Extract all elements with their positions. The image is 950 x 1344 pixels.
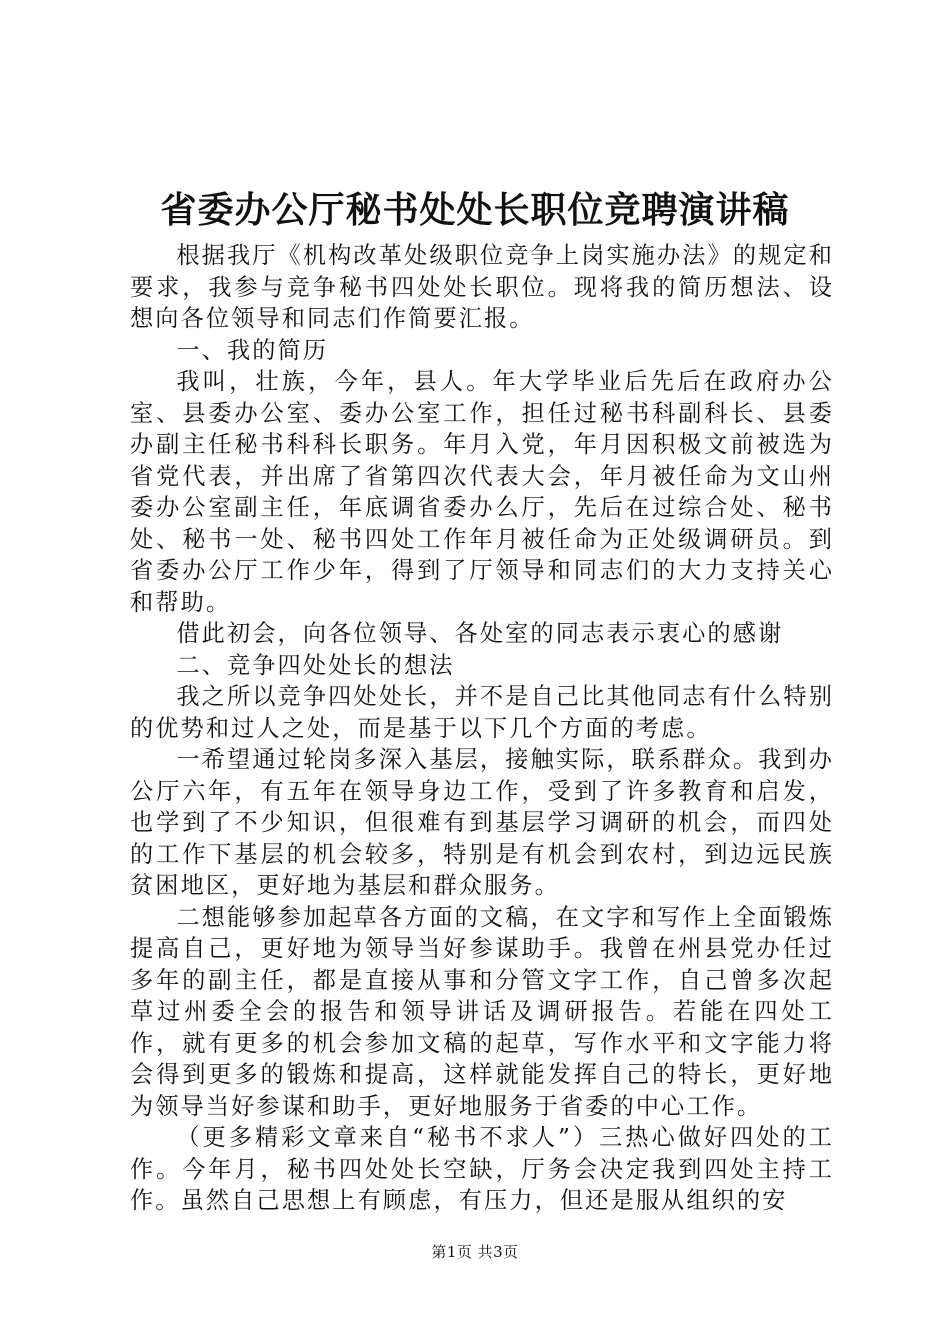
paragraph-resume: 我叫，壮族，今年，县人。年大学毕业后先后在政府办公室、县委办公室、委办公室工作，担任过秘书科副科长、县委办副主任秘书科科长职务。年月入党，年月因积极文前被选为省党代表，并出席了省第四次代表大会，年月被任命为文山州委办公室副主任，年底调省委办么厅，先后在过综合处、秘书处、秘书一处、秘书四处工作年月被任命为正处级调研员。到省委办公厅工作少年，得到了厅领导和同志们的大力支持关心和帮助。	[130, 368, 834, 616]
section-heading-resume: 一、我的简历	[176, 336, 329, 364]
document-title: 省委办公厅秘书处处长职位竞聘演讲稿	[160, 189, 790, 231]
paragraph-point-one: 一希望通过轮岗多深入基层，接触实际，联系群众。我到办公厅六年，有五年在领导身边工作，受到了许多教育和启发，也学到了不少知识，但很难有到基层学习调研的机会，而四处的工作下基层的机会较多，特别是有机会到农村，到边远民族贫困地区，更好地为基层和群众服务。	[130, 746, 834, 899]
document-body	[130, 240, 834, 1217]
paragraph-motivation-intro: 我之所以竞争四处处长，并不是自己比其他同志有什么特别的优势和过人之处，而是基于以下几个方面的考虑。	[130, 683, 834, 742]
page-number-footer: 第1页 共3页	[431, 1243, 519, 1261]
section-heading-motivation: 二、竞争四处处长的想法	[176, 651, 455, 679]
paragraph-thanks: 借此初会，向各位领导、各处室的同志表示衷心的感谢	[176, 620, 784, 647]
paragraph-intro: 根据我厅《机构改革处级职位竞争上岗实施办法》的规定和要求，我参与竞争秘书四处处长职位。现将我的简历想法、设想向各位领导和同志们作简要汇报。	[130, 242, 834, 332]
paragraph-point-two: 二想能够参加起草各方面的文稿，在文字和写作上全面锻炼提高自己，更好地为领导当好参谋助手。我曾在州县党办任过多年的副主任，都是直接从事和分管文字工作，自己曾多次起草过州委全会的报告和领导讲话及调研报告。若能在四处工作，就有更多的机会参加文稿的起草，写作水平和文字能力将会得到更多的锻炼和提高，这样就能发挥自己的特长，更好地为领导当好参谋和助手，更好地服务于省委的中心工作。	[130, 903, 834, 1120]
paragraph-point-three: （更多精彩文章来自“秘书不求人”）三热心做好四处的工作。今年月，秘书四处处长空缺，厅务会决定我到四处主持工作。虽然自己思想上有顾虑，有压力，但还是服从组织的安	[130, 1124, 834, 1214]
